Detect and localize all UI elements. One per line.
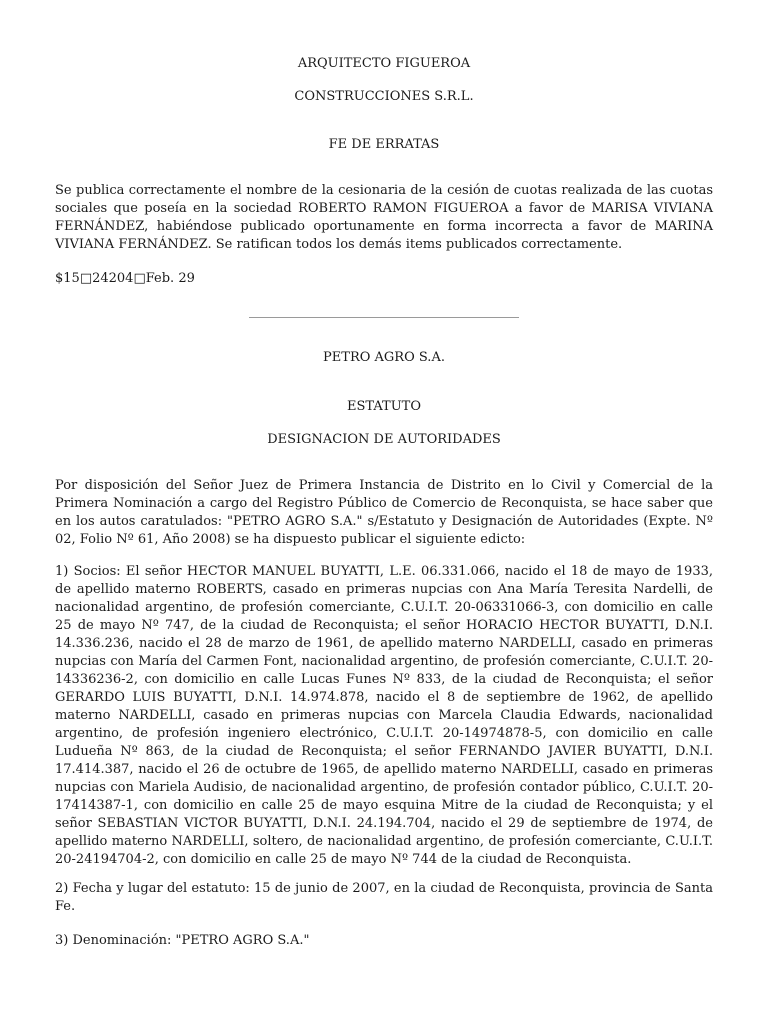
notice1-body: Se publica correctamente el nombre de la cesionaria de la cesión de cuotas realizada de las cuotas sociales que poseía en la sociedad ROBERTO RAMON FIGUEROA a favor de MARISA VIVIANA FERNÁNDEZ, habiéndose publicado oportunamente en forma incorrecta a favor de MARINA VIVIANA FERNÁNDEZ. Se ratifican todos los demás items publicados correctamente. [55,183,713,252]
notice2-item-denominacion: 3) Denominación: "PETRO AGRO S.A." [55,933,310,948]
notice2-item-socios: 1) Socios: El señor HECTOR MANUEL BUYATTI, L.E. 06.331.066, nacido el 18 de mayo de 1933, de apellido materno ROBERTS, casado en primeras nupcias con Ana María Teresita Nardelli, de nacionalidad argentino, de profesión comerciante, C.U.I.T. 20-06331066-3, con domicilio en calle 25 de mayo Nº 747, de la ciudad de Reconquista; el señor HORACIO HECTOR BUYATTI, D.N.I. 14.336.236, nacido el 28 de marzo de 1961, de apellido materno NARDELLI, casado en primeras nupcias con María del Carmen Font, nacionalidad argentino, de profesión comerciante, C.U.I.T. 20-14336236-2, con domicilio en calle Lucas Funes Nº 833, de la ciudad de Reconquista; el señor GERARDO LUIS BUYATTI, D.N.I. 14.974.878, nacido el 8 de septiembre de 1962, de apellido materno NARDELLI, casado en primeras nupcias con Marcela Claudia Edwards, nacionalidad argentino, de profesión ingeniero electrónico, C.U.I.T. 20-14974878-5, con domicilio en calle Ludueña Nº 863, de la ciudad de Reconquista; el señor FERNANDO JAVIER BUYATTI, D.N.I. 17.414.387, nacido el 26 de octubre de 1965, de apellido materno NARDELLI, casado en primeras nupcias con Mariela Audisio, de nacionalidad argentino, de profesión contador público, C.U.I.T. 20-17414387-1, con domicilio en calle 25 de mayo esquina Mitre de la ciudad de Reconquista; y el señor SEBASTIAN VICTOR BUYATTI, D.N.I. 24.194.704, nacido el 29 de septiembre de 1974, de apellido materno NARDELLI, soltero, de nacionalidad argentino, de profesión comerciante, C.U.I.T. 20-24194704-2, con domicilio en calle 25 de mayo Nº 744 de la ciudad de Reconquista. [55,564,713,867]
notice2-intro: Por disposición del Señor Juez de Primera Instancia de Distrito en lo Civil y Comercial de la Primera Nominación a cargo del Registro Público de Comercio de Reconquista, se hace saber que en los autos caratulados: "PETRO AGRO S.A." s/Estatuto y Designación de Autoridades (Expte. Nº 02, Folio Nº 61, Año 2008) se ha dispuesto publicar el siguiente edicto: [55,478,713,547]
notice1-heading: FE DE ERRATAS [328,137,440,152]
notice2-heading: ESTATUTO [347,399,421,414]
notice2-item-fecha: 2) Fecha y lugar del estatuto: 15 de junio de 2007, en la ciudad de Reconquista, provincia de Santa Fe. [55,881,713,914]
notice1-company-line1: ARQUITECTO FIGUEROA [297,56,471,71]
section-divider [249,317,519,318]
notice1-price-line: $15□24204□Feb. 29 [55,271,195,286]
notice2-company: PETRO AGRO S.A. [323,350,445,365]
notice2-subheading: DESIGNACION DE AUTORIDADES [267,432,501,447]
notice1-company-line2: CONSTRUCCIONES S.R.L. [294,89,474,104]
